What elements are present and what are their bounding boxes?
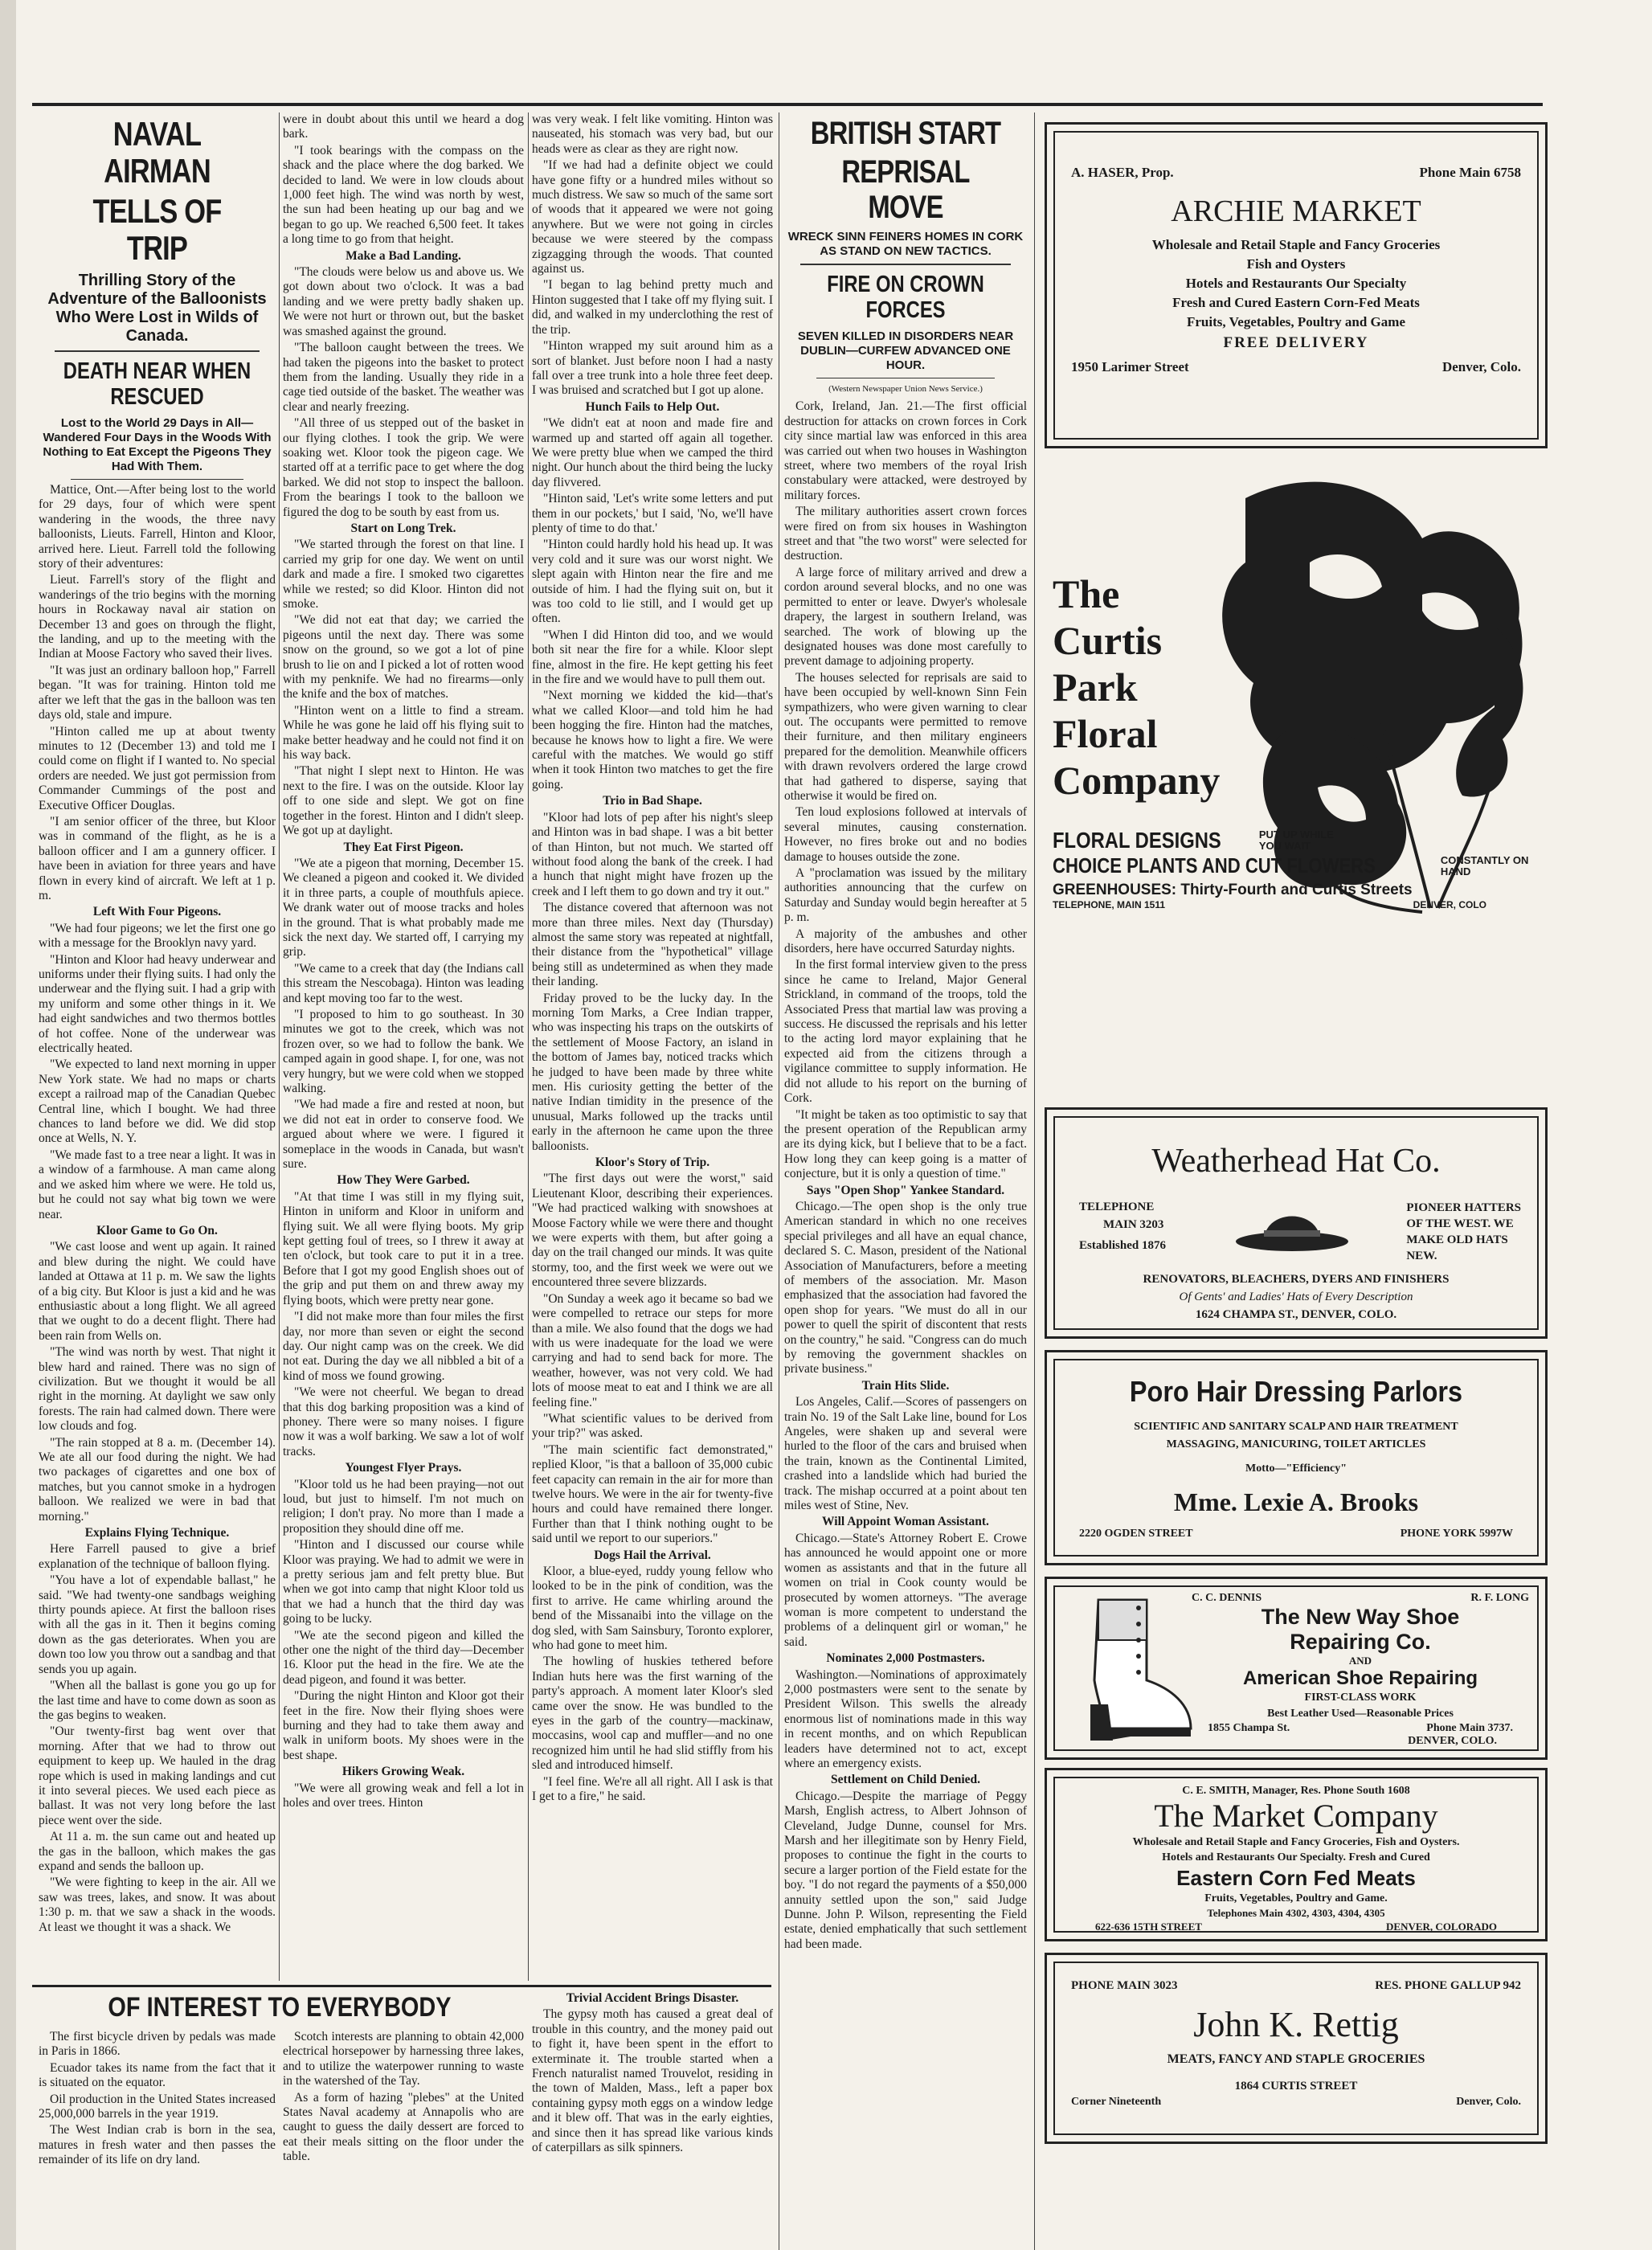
- subhead: Hikers Growing Weak.: [341, 1765, 465, 1779]
- ad-address: 1864 CURTIS STREET: [1234, 2080, 1358, 2092]
- ad-line: Fruits, Vegetables, Poultry and Game.: [1204, 1892, 1388, 1904]
- ad-john-rettig: [1045, 1953, 1548, 2144]
- paragraph: "We were not cheerful. We began to dread that this dog barking proposition was a kind of phoney. There were so many noises. I figure now it was a wolf barking. We saw a lot of wolf tracks.: [283, 1385, 524, 1458]
- ad-address: 1855 Champa St.: [1208, 1722, 1290, 1734]
- ad-title: John K. Rettig: [1193, 2005, 1399, 2044]
- ad-constantly: CONSTANTLY ON HAND: [1440, 853, 1529, 878]
- paragraph: "The rain stopped at 8 a. m. (December 14). We ate all our food during the night. We had two packages of cigarettes and one box of matches, but you cannot smoke in a hydrogen balloon. We realized we were in bad that morning.": [39, 1435, 276, 1524]
- paragraph: "I began to lag behind pretty much and Hinton suggested that I take off my flying suit. I did, and walked in my underclothing the rest of the trip.: [532, 278, 773, 337]
- ad-line: Wholesale and Retail Staple and Fancy Groceries: [1151, 237, 1441, 252]
- paragraph: was very weak. I felt like vomiting. Hinton was nauseated, his stomach was very bad, but our heads were as clear as they are right now.: [532, 112, 773, 156]
- ad-telephone-label: TELEPHONE: [1079, 1201, 1155, 1213]
- headline-naval-airman: NAVAL AIRMAN: [104, 115, 211, 190]
- headline-british-start: BRITISH START: [810, 116, 1001, 151]
- paragraph: "The clouds were below us and above us. We got down about two o'clock. It was a bad landing and we were pretty badly shaken up. We were not hurt or thrown out, but the basket was smashed against the ground.: [283, 265, 524, 338]
- rule: [55, 350, 260, 352]
- paragraph: "I did not make more than four miles the first day, nor more than seven or eight the second day. Our night camp was on the creek. We did not eat. During the day we all nibbled a bit of a kind of moss we found growing.: [283, 1310, 524, 1383]
- paragraph: "Hinton and I discussed our course while Kloor was praying. We had to admit we were in a pretty serious jam and felt pretty blue. But when we got into camp that night Kloor told us that we had a hunch that the third day was going to be lucky.: [283, 1538, 524, 1626]
- paragraph: Ecuador takes its name from the fact that it is situated on the equator.: [39, 2060, 276, 2090]
- paragraph: "All three of us stepped out of the basket in our flying clothes. I took the grip. We were soaking wet. Kloor took the pigeon cage. We started off at a terrific pace to get where the dog barked. We did not stop to inspect the balloon. From the bearings I took to the balloon we figured the dog to be south by east from us.: [283, 416, 524, 519]
- paragraph: "Hinton could hardly hold his head up. It was very cold and it sure was our worst night. We slept again with Hinton near the fire and me outside of him. I had the flying suit on, but it was too cold to lie still, and I would get up often.: [532, 538, 773, 626]
- paragraph: Lieut. Farrell's story of the flight and wanderings of the trio begins with the morning hours in Rockaway naval air station on December 13 and goes on through the flight, the landing, and up to the meeting with the Indian at Moose Factory who saved their lives.: [39, 573, 276, 661]
- paragraph: A majority of the ambushes and other disorders, here have occurred Saturday nights.: [784, 927, 1027, 956]
- ad-title: Repairing Co.: [1290, 1630, 1431, 1654]
- ad-put-up: PUT UP WHILE YOU WAIT: [1258, 828, 1334, 852]
- paragraph: "That night I slept next to Hinton. He was next to the fire. I was on the outside. Kloor lay off to one side and slept. We got on fine together in the forest. Hinton and I didn't sleep. We got up at daylight.: [283, 764, 524, 838]
- ad-title: Poro Hair Dressing Parlors: [1129, 1375, 1463, 1408]
- paragraph: The West Indian crab is born in the sea, matures in fresh water and then passes the remainder of its life on dry land.: [39, 2123, 276, 2167]
- subhead: Make a Bad Landing.: [346, 248, 461, 263]
- paragraph: "The balloon caught between the trees. We had taken the pigeons into the basket to protect them from the landing. Usually they ride in a cage tied outside of the basket. The weather was clear and nearly freezing.: [283, 341, 524, 414]
- paragraph: The distance covered that afternoon was not more than three miles. Next day (Thursday) almost the same story was repeated at nightfall, their distance from the "hypothetical" village being still as undetermined as when they made their landing.: [532, 901, 773, 989]
- ad-motto: Motto—"Efficiency": [1245, 1462, 1347, 1475]
- paragraph: "What scientific values to be derived from your trip?" was asked.: [532, 1411, 773, 1441]
- subhead: Will Appoint Woman Assistant.: [822, 1515, 989, 1529]
- paragraph: "The wind was north by west. That night it blew hard and rained. There was no sign of civilization. But we thought it would be all right in the morning. At daylight we saw only forests. The rain had calmed down. There were low clouds and fog.: [39, 1345, 276, 1434]
- subhead: How They Were Garbed.: [337, 1173, 470, 1188]
- paragraph: "We cast loose and went up again. It rained and blew during the night. We could have landed at Ottawa at 11 p. m. We saw the lights of a big city. But Kloor is just a kid and he was enthusiastic about a long flight. We all agreed that we ought to do a decent flight. There had been rain from Wells on.: [39, 1240, 276, 1343]
- paragraph: The howling of huskies tethered before Indian huts here was the first warning of the party's approach. A moment later Kloor's sled came over the snow. He was bundled to the eyes in the garb of the country—mackinaw, moccasins, wool cap and muffler—and no one recognized him until he had slid stiffly from his sled and introduced himself.: [532, 1655, 773, 1773]
- ad-owner: Mme. Lexie A. Brooks: [1173, 1487, 1419, 1516]
- ad-phone: RES. PHONE GALLUP 942: [1375, 1979, 1521, 1992]
- paragraph: "Hinton called me up at about twenty minutes to 12 (December 13) and told me I could come on flight if I wanted to. No special orders are needed. We just got permission from Commander Cummings of the post and Executive Officer Douglas.: [39, 724, 276, 812]
- ad-line: Hotels and Restaurants Our Specialty: [1185, 276, 1407, 291]
- ad-poro-hair: [1045, 1350, 1548, 1565]
- ad-city: DENVER, COLO: [1413, 899, 1486, 910]
- page-edge: [0, 0, 16, 2250]
- subhead: Train Hits Slide.: [861, 1378, 950, 1393]
- paragraph: "Hinton went on a little to find a stream. While he was gone he laid off his flying suit to make better headway and he could not find it on his way back.: [283, 703, 524, 763]
- interest-col2: [283, 2030, 524, 2166]
- paragraph: Oil production in the United States increased 25,000,000 barrels in the year 1919.: [39, 2092, 276, 2121]
- subhead: Settlement on Child Denied.: [831, 1773, 980, 1787]
- paragraph: "Kloor had lots of pep after his night's sleep and Hinton was in bad shape. I was a bit better of than Hinton, but not much. We started off without food along the bank of the creek. I had a hunch that night might have frozen up the creek and I left them to go down and try it out.": [532, 810, 773, 898]
- ad-city: Denver, Colo.: [1441, 359, 1521, 374]
- ad-established: Established 1876: [1079, 1239, 1166, 1252]
- ad-address: 1950 Larimer Street: [1071, 359, 1189, 374]
- ad-line: SCIENTIFIC AND SANITARY SCALP AND HAIR TREATMENT: [1134, 1421, 1458, 1433]
- ad-phone: PHONE MAIN 3023: [1071, 1979, 1178, 1992]
- paragraph: "During the night Hinton and Kloor got their feet in the fire. Now their flying shoes were burning and they had to take them away and walk in uniform boots. My shoes were in the best shape.: [283, 1689, 524, 1762]
- paragraph: "Hinton said, 'Let's write some letters and put them in our pockets,' but I said, 'No, we'll have plenty of time to do that.': [532, 492, 773, 535]
- paragraph: "We did not eat that day; we carried the pigeons until the next day. There was some snow on the ground, so we got a lot of pine brush to lie on and I picked a lot of rotten wood with my penknife. We had no firearms—only the knife and the box of matches.: [283, 613, 524, 702]
- paragraph: "We didn't eat at noon and made fire and warmed up and started off again all together. We were pretty blue when we camped the third night. Our hunch about the third being the lucky day flivvered.: [532, 416, 773, 489]
- paragraph: "It was just an ordinary balloon hop," Farrell began. "It was for training. Hinton told me after we left that the gas in the balloon was ten days old, stale and impure.: [39, 663, 276, 722]
- hat-icon: [1232, 1200, 1352, 1256]
- ad-archie-market: [1045, 122, 1548, 448]
- ad-telephone: TELEPHONE, MAIN 1511: [1053, 899, 1166, 910]
- ad-line: Of Gents' and Ladies' Hats of Every Description: [1179, 1291, 1413, 1303]
- paragraph: "We made fast to a tree near a light. It was in a window of a farmhouse. A man came along and we asked him where we were. He told us, but he could not say what big town we were near.: [39, 1148, 276, 1221]
- paragraph: Chicago.—Despite the marriage of Peggy Marsh, English actress, to Albert Johnson of Cleveland, Judge Dunne, counsel for Mrs. Marsh and her illegitimate son by Henry Field, proposes to continue the fight in the courts to secure a larger portion of the Field estate for the boy. "I do not regard the payments of a $50,000 annuity settled upon the son," said Judge Dunne. John P. Wilson, representing the Field estate, denied emphatically that such settlement had been made.: [784, 1789, 1027, 1951]
- headline-death-near: DEATH NEAR WHEN RESCUED: [63, 358, 251, 410]
- ad-floral-designs: FLORAL DESIGNS: [1053, 828, 1221, 853]
- deck-lost-to-world: Lost to the World 29 Days in All—Wandered Four Days in the Woods With Nothing to Eat Except the Pigeons They Had With Them.: [43, 416, 272, 473]
- ad-title-company: Company: [1053, 758, 1221, 803]
- paragraph: "We were fighting to keep in the air. All we saw was trees, lakes, and snow. It was about 1:30 p. m. that we saw a shack in the woods. At least we thought it was a shack. We: [39, 1876, 276, 1934]
- subhead: Hunch Fails to Help Out.: [585, 399, 720, 414]
- headline-fire-on-crown: FIRE ON CROWN FORCES: [827, 272, 984, 323]
- deck-wreck-sinn-feiners: WRECK SINN FEINERS HOMES IN CORK AS STAND ON NEW TACTICS.: [787, 230, 1024, 258]
- paragraph: "At that time I was still in my flying suit, Hinton in uniform and Kloor in uniform and flying suit. We all were flying boots. My grip kept getting foul of trees, so I threw it away at ten o'clock, but took care to put it in a tree. Before that I got my good English shoes out of the grip and put them on and threw away my flying boots, which were pretty near gone.: [283, 1189, 524, 1307]
- ad-phone: PHONE YORK 5997W: [1400, 1528, 1513, 1540]
- paragraph: "I proposed to him to go southeast. In 30 minutes we got to the creek, which was not frozen over, so we had to follow the bank. We camped again in good shape. I, for one, was not very hungry, but we were cold when we stopped walking.: [283, 1007, 524, 1095]
- paragraph: "The first days out were the worst," said Lieutenant Kloor, describing their experiences. "We had practiced walking with snowshoes at Moose Factory while we were there and thought we were experts with them, but after going a day on the trail changed our minds. It was quite stormy, too, and the first week we were out we encountered three severe blizzards.: [532, 1172, 774, 1290]
- ad-city: Denver, Colo.: [1456, 2096, 1521, 2108]
- subhead: Trivial Accident Brings Disaster.: [566, 1991, 739, 2005]
- rule: [71, 479, 243, 480]
- paragraph: "When I did Hinton did too, and we would both sit near the fire for a while. Kloor slept fine, almost in the fire. He kept getting his feet in the fire and we would have to pull them out.: [532, 628, 773, 687]
- paragraph: Mattice, Ont.—After being lost to the world for 29 days, four of which were spent wandering in the woods, the three navy balloonists, Lieuts. Farrell, Hinton and Kloor, arrived here. Lieut. Farrell told the following story of their adventures:: [39, 483, 276, 571]
- ad-telephone: MAIN 3203: [1103, 1218, 1164, 1231]
- ad-line: MASSAGING, MANICURING, TOILET ARTICLES: [1166, 1438, 1426, 1450]
- ad-proprietor: A. HASER, Prop.: [1071, 165, 1174, 180]
- article-naval-airman-col1: [39, 112, 276, 1937]
- subhead: Dogs Hail the Arrival.: [594, 1548, 711, 1562]
- ad-line: PIONEER HATTERS: [1406, 1201, 1521, 1214]
- ad-title-floral: Floral: [1053, 711, 1158, 756]
- paragraph: The gypsy moth has caused a great deal of trouble in this country, and the money paid out to fight it, have been spent in the effort to exterminate it. The trouble started when a French naturalist named Trouvelot, residing in the town of Malden, Mass., left a paper box containing gypsy moth eggs on a window ledge and it blew off. That was in the early eighties, and since then it has spread like various kinds of caterpillars as silk spinners.: [532, 2007, 773, 2155]
- deck-seven-killed: SEVEN KILLED IN DISORDERS NEAR DUBLIN—CURFEW ADVANCED ONE HOUR.: [797, 329, 1014, 372]
- paragraph: The military authorities assert crown forces were fired on from six houses in Washington street and that "the two worst" were selected for destruction.: [784, 505, 1027, 563]
- article-naval-airman-col2: [283, 112, 524, 1813]
- article-naval-airman-col3: [532, 112, 773, 1806]
- paragraph: Chicago.—State's Attorney Robert E. Crowe has announced he would appoint one or more women as assistants and that in the future all women on trial in Cook county would be prosecuted by women attorneys. "The average woman is more competent to understand the problems of a delinquent girl or woman," he said.: [784, 1531, 1027, 1649]
- ad-address: 622-636 15TH STREET: [1095, 1921, 1202, 1933]
- paragraph: "We had made a fire and rested at noon, but we did not eat in order to conserve food. We argued about where we were. I figured it someplace in the woods in Canada, but wasn't sure.: [283, 1098, 524, 1172]
- headline-of-interest: OF INTEREST TO EVERYBODY: [108, 1992, 452, 2023]
- paragraph: "We expected to land next morning in upper New York state. We had no maps or charts except a railroad map of the Canadian Quebec Central line, which I bought. We had three chances to land before we did. We did stop once at Wells, N. Y.: [39, 1058, 276, 1146]
- paragraph: Chicago.—The open shop is the only true American standard in which no one receives special privileges and all have an equal chance, declared S. C. Mason, president of the National Association of Manufacturers, before a meeting of members of the association. Mr. Mason emphasized that the association had favored the open shop for years. "We must do all in our power to quell the spirit of discontent that rests on the country," he said. "Congress can do much by removing the government shackles on private business.": [784, 1199, 1027, 1377]
- ad-line: Hotels and Restaurants Our Specialty. Fresh and Cured: [1162, 1851, 1430, 1863]
- ad-line: AND: [1348, 1655, 1372, 1667]
- article-british-reprisal: [784, 112, 1027, 1953]
- column-divider: [279, 112, 280, 1981]
- subhead: Start on Long Trek.: [350, 521, 456, 535]
- ad-line: Wholesale and Retail Staple and Fancy Groceries, Fish and Oysters.: [1132, 1836, 1460, 1848]
- paragraph: "We ate the second pigeon and killed the other one the night of the third day—December 16. Kloor put the head in the fire. We ate the dead pigeon, and found it was better.: [283, 1628, 524, 1687]
- ad-title: The Market Company: [1154, 1798, 1438, 1834]
- paragraph: "Next morning we kidded the kid—that's what we called Kloor—and told him he had been hogging the fire. Hinton had the matches, because he knows how to light a fire. We were careful with the matches. We would go stiff when it took Hinton two matches to get the fire going.: [532, 689, 773, 792]
- subhead: Says "Open Shop" Yankee Standard.: [806, 1183, 1005, 1197]
- paragraph: "I feel fine. We're all all right. All I ask is that I get to a fire," he said.: [532, 1774, 773, 1804]
- ad-weatherhead-hat: [1045, 1107, 1548, 1339]
- bottom-rule: [32, 1985, 771, 1987]
- interest-col1: [39, 2030, 276, 2170]
- paragraph: "You have a lot of expendable ballast," he said. "We had twenty-one sandbags weighing thirty pounds apiece. At first the balloon rises with all the gas in it. Then it begins coming down as the gas deteriorates. When you are down too low you throw out a sandbag and that sends you up again.: [39, 1573, 276, 1676]
- paragraph: Here Farrell paused to give a brief explanation of the technique of balloon flying.: [39, 1542, 276, 1571]
- headline-reprisal-move: REPRISAL MOVE: [841, 154, 970, 225]
- paragraph: "We had four pigeons; we let the first one go with a message for the Brooklyn navy yard.: [39, 921, 276, 951]
- paragraph: "We ate a pigeon that morning, December 15. We cleaned a pigeon and cooked it. We divided it in three parts, a couple of mouthfuls apiece. We drank water out of moose tracks and holes in the ground. That is what probably made me sick the next day. We started off, I carrying my grip.: [283, 856, 524, 959]
- paragraph: "Hinton wrapped my suit around him as a sort of blanket. Just before noon I had a nasty fall over a tree trunk into a hole three feet deep. I was bruised and scratched but I got up alone.: [532, 339, 773, 398]
- subhead: Left With Four Pigeons.: [92, 905, 222, 919]
- ad-title: Weatherhead Hat Co.: [1151, 1143, 1441, 1180]
- ad-line: MAKE OLD HATS: [1406, 1233, 1508, 1246]
- ad-line: OF THE WEST. WE: [1406, 1217, 1514, 1230]
- ad-address: 2220 OGDEN STREET: [1079, 1528, 1193, 1540]
- paragraph: The houses selected for reprisals are said to have been occupied by well-known Sinn Fein sympathizers, who were given warning to clear out. The occupants were permitted to remove their furniture, and then military engineers prepared for the demolition. Meanwhile officers with drawn revolvers ordered the large crowd that had gathered to disperse, saying that otherwise it would be fired on.: [784, 670, 1027, 803]
- ad-market-company: [1045, 1768, 1548, 1941]
- paragraph: A "proclamation was issued by the military authorities announcing that the curfew on Saturday and Sunday would begin hereafter at 5 p. m.: [784, 866, 1027, 925]
- interest-col3: [532, 1991, 773, 2157]
- ad-manager: C. E. SMITH, Manager, Res. Phone South 1608: [1182, 1785, 1410, 1797]
- paragraph: Washington.—Nominations of approximately 2,000 postmasters were sent to the senate by President Wilson. This swells the already enormous list of nominations made in this way in recent months, and on which Republican leaders have determined not to act, except where an emergency exists.: [784, 1667, 1027, 1770]
- subhead: Trio in Bad Shape.: [603, 794, 702, 808]
- deck-thrilling-story: Thrilling Story of the Adventure of the Balloonists Who Were Lost in Wilds of Canada.: [47, 272, 267, 345]
- ad-city: DENVER, COLORADO: [1386, 1921, 1497, 1933]
- ad-line: Fish and Oysters: [1246, 256, 1346, 272]
- ad-title: ARCHIE MARKET: [1171, 194, 1421, 228]
- ad-title: American Shoe Repairing: [1242, 1667, 1478, 1689]
- paragraph: "Kloor told us he had been praying—not out loud, but just to himself. I'm not much on religion; I don't pray. No more than I made a proposition they should dine off me.: [283, 1477, 524, 1536]
- boot-icon: [1058, 1592, 1195, 1745]
- column-divider: [528, 112, 529, 1981]
- rule: [800, 264, 1011, 265]
- ad-line: RENOVATORS, BLEACHERS, DYERS AND FINISHERS: [1143, 1273, 1450, 1286]
- ad-address: 1624 CHAMPA ST., DENVER, COLO.: [1195, 1308, 1397, 1321]
- subhead: They Eat First Pigeon.: [343, 840, 464, 854]
- paragraph: "If we had had a definite object we could have gone fifty or a hundred miles without so much distress. We saw so much of the same sort of woods that it appeared we were not going anywhere. But we were not going in circles because we were steered by the compass zigzagging through the woods. That counted against us.: [532, 158, 773, 276]
- paragraph: "Our twenty-first bag went over that morning. After that we had to throw out equipment to keep up. We hauled in the drag rope which is used in making landings and cut it into several pieces. We used each piece as ballast. It was not very long before the last piece went over the side.: [39, 1724, 276, 1827]
- paragraph: Los Angeles, Calif.—Scores of passengers on train No. 19 of the Salt Lake line, bound for Los Angeles, were shaken up and several were hurled to the floor of the cars and bruised when the train, known as the Continental Limited, crashed into a landslide which had buried the track. The mishap occurred at a point about ten miles west of Stine, Nev.: [784, 1395, 1027, 1513]
- ad-greenhouses: GREENHOUSES: Thirty-Fourth and Curtis Streets: [1053, 882, 1413, 898]
- ad-city: DENVER, COLO.: [1408, 1735, 1497, 1747]
- paragraph: Cork, Ireland, Jan. 21.—The first official destruction for attacks on crown forces in Cork city since martial law was enforced in this area was carried out when two houses in Washington street, where two members of the royal Irish constabulary were attacked, were destroyed by military forces.: [784, 399, 1027, 502]
- paragraph: "We came to a creek that day (the Indians call this stream the Nescobaga). Hinton was leading and kept moving too far to the west.: [283, 961, 524, 1005]
- subhead: Kloor's Story of Trip.: [595, 1156, 710, 1170]
- paragraph: Ten loud explosions followed at intervals of several minutes, causing consternation. However, no fires broke out and no bodies damage to houses outside the zone.: [784, 805, 1027, 864]
- ad-title-the: The: [1053, 571, 1120, 616]
- ad-line: FREE DELIVERY: [1223, 334, 1369, 351]
- subhead: Explains Flying Technique.: [84, 1526, 230, 1540]
- ad-line: FIRST-CLASS WORK: [1304, 1692, 1417, 1704]
- ad-title-park: Park: [1053, 665, 1138, 710]
- ad-phone: Phone Main 6758: [1419, 165, 1521, 180]
- ad-line: Fruits, Vegetables, Poultry and Game: [1187, 314, 1405, 329]
- ad-phone: Phone Main 3737.: [1426, 1722, 1513, 1734]
- top-rule: [32, 103, 1543, 106]
- paragraph: "The main scientific fact demonstrated," replied Kloor, "is that a balloon of 35,000 cubic feet capacity can remain in the air for more than twelve hours. We were in the air for twenty-five hours and could have remained there longer. Further than that I think nothing ought to be said until we report to our superiors.": [532, 1442, 773, 1546]
- subhead: Youngest Flyer Prays.: [345, 1461, 462, 1475]
- paragraph: were in doubt about this until we heard a dog bark.: [283, 112, 524, 141]
- paragraph: A large force of military arrived and drew a cordon around several blocks, and no one was permitted to enter or leave. Dwyer's wholesale drapery, the largest in southern Ireland, was searched. The work of blowing up the designated houses was done most carefully to prevent damage to adjoining property.: [784, 565, 1027, 669]
- ad-title: The New Way Shoe: [1261, 1605, 1460, 1629]
- ad-line: MEATS, FANCY AND STAPLE GROCERIES: [1167, 2052, 1425, 2066]
- ad-proprietor: R. F. LONG: [1470, 1592, 1529, 1604]
- paragraph: As a form of hazing "plebes" at the United States Naval academy at Annapolis who are caught to guess the daily dessert are forced to eat their meals sitting on the floor under the table.: [283, 2090, 524, 2164]
- news-service-credit: (Western Newspaper Union News Service.): [828, 384, 983, 394]
- column-divider: [1034, 112, 1035, 2250]
- paragraph: "When all the ballast is gone you go up for the last time and have to come down as soon as the gas begins to weaken.: [39, 1679, 276, 1722]
- paragraph: "It might be taken as too optimistic to say that the present operation of the Republican army are its dying kick, but I believe that to be a fact. How long they can keep going is a matter of conjecture, but it is only a question of time.": [784, 1107, 1027, 1181]
- paragraph: The first bicycle driven by pedals was made in Paris in 1866.: [39, 2030, 276, 2059]
- paragraph: "On Sunday a week ago it became so bad we were compelled to retrace our steps for more than a mile. We also found that the dogs we had with us were inadequate for the load we were carrying and had to send back for more. The weather, however, was not very cold. We had lots of moose meat to eat and I think we are all feeling fine.": [532, 1291, 773, 1409]
- paragraph: "I am senior officer of the three, but Kloor was in command of the flight, as he is a balloon officer and I am a gunnery officer. I have been in aviation for three years and have flown in every kind of aircraft. We left at 1 p. m.: [39, 814, 276, 902]
- paragraph: "We were all growing weak and fell a lot in holes and over trees. Hinton: [283, 1781, 524, 1810]
- ad-line: Telephones Main 4302, 4303, 4304, 4305: [1207, 1907, 1385, 1919]
- subhead: Kloor Game to Go On.: [96, 1223, 218, 1238]
- ad-title-curtis: Curtis: [1053, 618, 1163, 663]
- ad-new-way-shoe: [1045, 1577, 1548, 1760]
- ad-curtis-park-floral: [1045, 466, 1543, 1093]
- headline-tells-of-trip: TELLS OF TRIP: [92, 192, 222, 267]
- paragraph: "Hinton and Kloor had heavy underwear and uniforms under their flying suits. I had only the underwear and the flying suit. I had a grip with my uniform and some other things in it. We had eight sandwiches and two thermos bottles of hot coffee. None of the underwear was electrically heated.: [39, 952, 276, 1056]
- ad-proprietor: C. C. DENNIS: [1192, 1592, 1262, 1604]
- ad-line: Eastern Corn Fed Meats: [1176, 1866, 1416, 1890]
- ad-choice-plants: CHOICE PLANTS AND CUT FLOWERS: [1053, 853, 1376, 878]
- paragraph: "I took bearings with the compass on the shack and the place where the dog barked. We decided to land. We were in low clouds about 1,000 feet high. The wind was north by west, the sun had been heating up our bag and we began to go up. We reached 6,500 feet. It takes a long time to go from that height.: [283, 143, 524, 247]
- ad-line: NEW.: [1406, 1250, 1437, 1262]
- paragraph: Friday proved to be the lucky day. In the morning Tom Marks, a Cree Indian trapper, who was inspecting his traps on the outskirts of the settlement of Moose Factory, an island in the bottom of James bay, noticed tracks which he judged to have been made by three white men. His curiosity getting the better of the native Indian timidity in the presence of the unusual, Marks followed up the tracks until early in the afternoon he came upon the three balloonists.: [532, 991, 773, 1153]
- paragraph: Kloor, a blue-eyed, ruddy young fellow who looked to be in the pink of condition, was the first to arrive. He came whirling around the bend of the Missanaibi into the village on the dog sled, with Sam Sainsbury, Toronto explorer, who had gone to meet him.: [532, 1565, 773, 1653]
- ad-line: Fresh and Cured Eastern Corn-Fed Meats: [1172, 295, 1420, 310]
- ad-line: Best Leather Used—Reasonable Prices: [1267, 1708, 1454, 1720]
- paragraph: "We started through the forest on that line. I carried my grip for one day. We went on until dark and made a fire. I smoked two cigarettes while we rested; so did Kloor. Hinton did not smoke.: [283, 538, 524, 611]
- paragraph: Scotch interests are planning to obtain 42,000 electrical horsepower by harnessing three lakes, and to utilize the waterpower running to waste in the watershed of the Tay.: [283, 2030, 524, 2088]
- paragraph: In the first formal interview given to the press since he came to Ireland, Major General Strickland, in command of the troops, told the Associated Press that martial law was proving a success. He discussed the reprisals and his letter to the acting lord mayor explaining that he expected aid from the citizens through a vigilance committee to supply information. He did not allude to his report on the burning of Cork.: [784, 958, 1027, 1106]
- paragraph: At 11 a. m. the sun came out and heated up the gas in the balloon, which makes the gas expand and sends the balloon up.: [39, 1830, 276, 1873]
- ad-corner: Corner Nineteenth: [1071, 2096, 1162, 2108]
- subhead: Nominates 2,000 Postmasters.: [826, 1651, 985, 1666]
